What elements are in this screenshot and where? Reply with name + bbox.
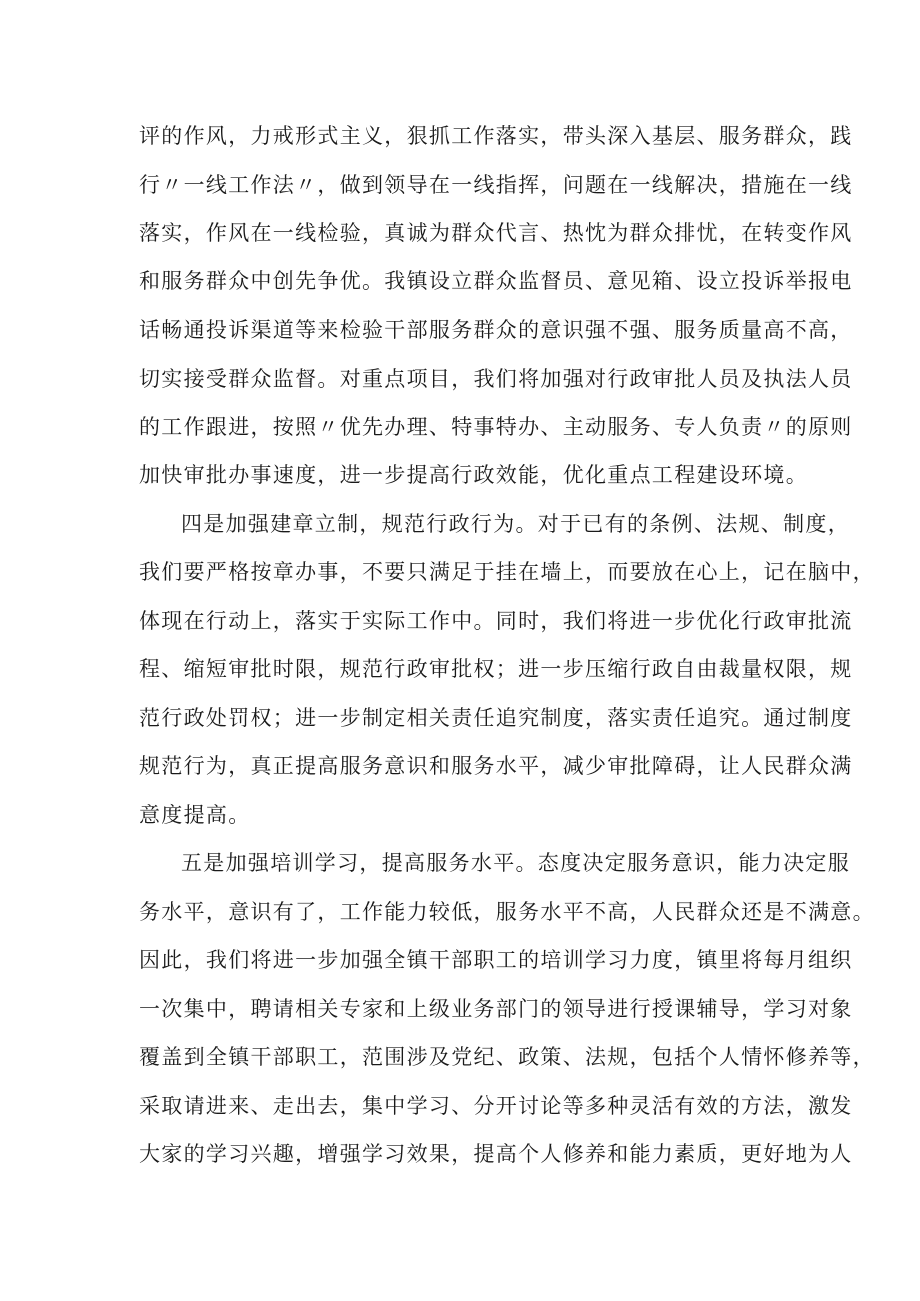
text-line: 一次集中，聘请相关专家和上级业务部门的领导进行授课辅导，学习对象 (139, 997, 853, 1021)
text-line: 落实，作风在一线检验，真诚为群众代言、热忱为群众排忧，在转变作风 (139, 221, 853, 245)
text-line: 规范行为，真正提高服务意识和服务水平，减少审批障碍，让人民群众满 (139, 754, 853, 778)
text-line: 加快审批办事速度，进一步提高行政效能，优化重点工程建设环境。 (139, 463, 808, 487)
text-line: 程、缩短审批时限，规范行政审批权；进一步压缩行政自由裁量权限，规 (139, 657, 853, 681)
text-line: 务水平，意识有了，工作能力较低，服务水平不高，人民群众还是不满意。 (139, 900, 875, 924)
text-line: 和服务群众中创先争优。我镇设立群众监督员、意见箱、设立投诉举报电 (139, 269, 853, 293)
paragraph-4-first-line: 四是加强建章立制，规范行政行为。对于已有的条例、法规、制度， (181, 512, 850, 536)
text-line: 我们要严格按章办事，不要只满足于挂在墙上，而要放在心上，记在脑中， (139, 560, 875, 584)
text-line: 覆盖到全镇干部职工，范围涉及党纪、政策、法规，包括个人情怀修养等， (139, 1045, 875, 1069)
text-line: 因此，我们将进一步加强全镇干部职工的培训学习力度，镇里将每月组织 (139, 948, 853, 972)
text-line: 的工作跟进，按照〃优先办理、特事特办、主动服务、专人负责〃的原则 (139, 415, 853, 439)
text-line: 范行政处罚权；进一步制定相关责任追究制度，落实责任追究。通过制度 (139, 706, 853, 730)
text-line: 意度提高。 (139, 803, 251, 827)
text-line: 话畅通投诉渠道等来检验干部服务群众的意识强不强、服务质量高不高， (139, 318, 853, 342)
text-line: 行〃一线工作法〃，做到领导在一线指挥，问题在一线解决，措施在一线 (139, 173, 853, 197)
paragraph-5-first-line: 五是加强培训学习，提高服务水平。态度决定服务意识，能力决定服 (181, 851, 850, 875)
text-line: 切实接受群众监督。对重点项目，我们将加强对行政审批人员及执法人员 (139, 367, 853, 391)
text-line: 大家的学习兴趣，增强学习效果，提高个人修养和能力素质，更好地为人 (139, 1142, 853, 1166)
text-line: 评的作风，力戒形式主义，狠抓工作落实，带头深入基层、服务群众，践 (139, 124, 853, 148)
text-line: 体现在行动上，落实于实际工作中。同时，我们将进一步优化行政审批流 (139, 609, 853, 633)
text-line: 采取请进来、走出去，集中学习、分开讨论等多种灵活有效的方法，激发 (139, 1094, 853, 1118)
